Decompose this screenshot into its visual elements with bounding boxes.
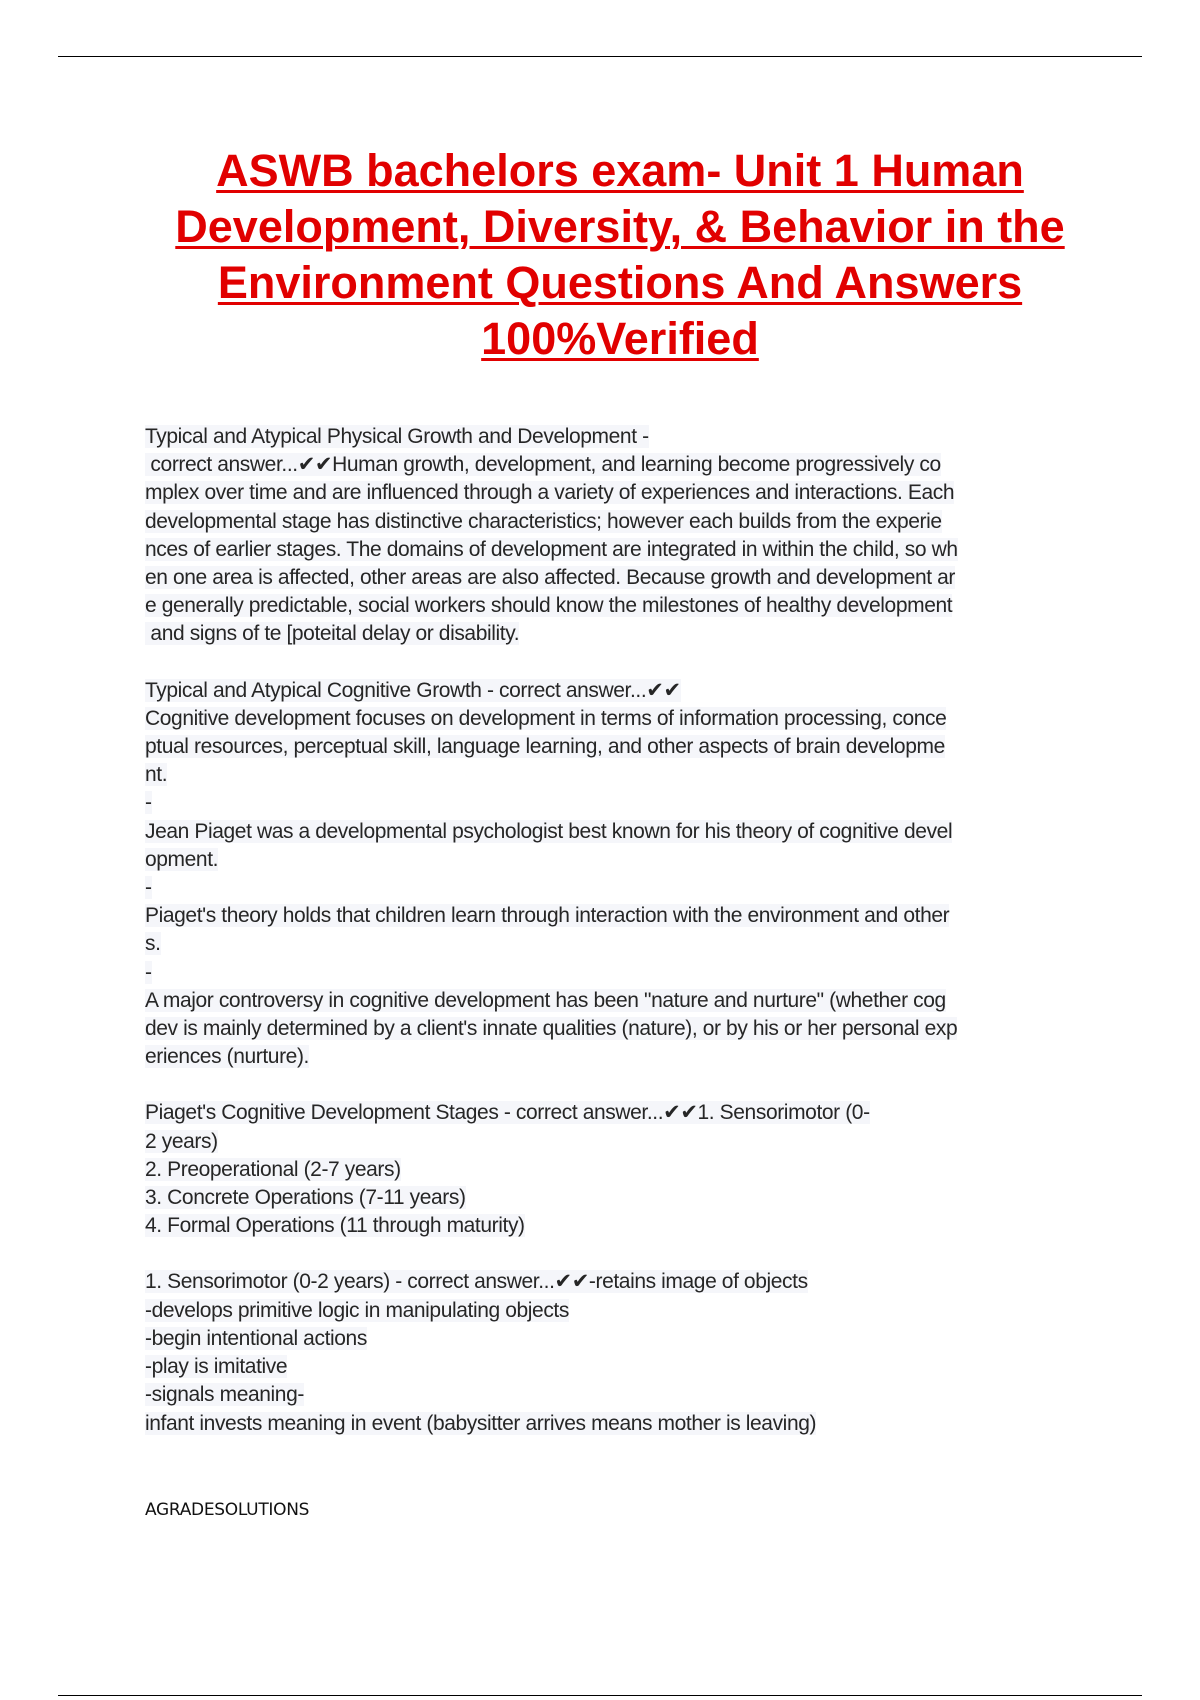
bottom-rule [58,1695,1142,1696]
text-line: eriences (nurture). [145,1045,309,1069]
text-line: Typical and Atypical Physical Growth and Development - [145,425,649,448]
text-line: Piaget's theory holds that children learn through interaction with the environment and other [145,904,950,928]
top-rule [58,56,1142,57]
text-line: 2. Preoperational (2-7 years) [145,1157,401,1181]
qa-physical-growth [145,423,1090,649]
text-line: correct answer...✔✔Human growth, development, and learning become progressively co [145,453,941,477]
text-line: 1. Sensorimotor (0-2 years) - correct answer...✔✔-retains image of objects [145,1270,808,1294]
text-line: ptual resources, perceptual skill, language learning, and other aspects of brain developme [145,735,945,759]
text-line: mplex over time and are influenced through a variety of experiences and interactions. Each [145,481,955,505]
text-line: opment. [145,847,219,871]
text-line: Jean Piaget was a developmental psychologist best known for his theory of cognitive devel [145,819,953,843]
text-line: and signs of te [poteital delay or disability. [145,622,520,646]
text-line: 4. Formal Operations (11 through maturity) [145,1214,525,1238]
text-line: dev is mainly determined by a client's innate qualities (nature), or by his or her personal exp [145,1017,958,1041]
footer-brand: AGRADESOLUTIONS [145,1500,310,1520]
text-line: - [145,960,152,984]
text-line: -develops primitive logic in manipulating objects [145,1298,569,1322]
text-line: e generally predictable, social workers should know the milestones of healthy development [145,594,953,618]
document-title: ASWB bachelors exam- Unit 1 Human Development, Diversity, & Behavior in the Environment Questions And Answers 100%Verified [175,145,1065,364]
text-line: -signals meaning- [145,1383,304,1407]
qa-cognitive-growth [145,677,1090,1072]
text-line: - [145,791,152,815]
text-line: - [145,876,152,900]
text-line: s. [145,932,161,956]
text-line: developmental stage has distinctive characteristics; however each builds from the experie [145,509,942,533]
qa-piaget-stages [145,1099,1090,1240]
text-line: 2 years) [145,1129,218,1153]
text-line: 3. Concrete Operations (7-11 years) [145,1186,466,1210]
text-line: en one area is affected, other areas are also affected. Because growth and development ar [145,566,956,590]
text-line: Typical and Atypical Cognitive Growth - correct answer...✔✔ [145,678,681,702]
qa-sensorimotor [145,1268,1090,1437]
text-line: A major controversy in cognitive development has been "nature and nurture" (whether cog [145,988,946,1012]
text-line: Cognitive development focuses on development in terms of information processing, conce [145,706,947,730]
text-line: -begin intentional actions [145,1326,367,1350]
text-line: nt. [145,763,168,787]
text-line: infant invests meaning in event (babysitter arrives means mother is leaving) [145,1411,817,1435]
text-line: Piaget's Cognitive Development Stages - correct answer...✔✔1. Sensorimotor (0- [145,1101,870,1125]
text-line: nces of earlier stages. The domains of development are integrated in within the child, so wh [145,537,958,561]
text-line: -play is imitative [145,1355,288,1379]
document-body [145,423,1090,1438]
